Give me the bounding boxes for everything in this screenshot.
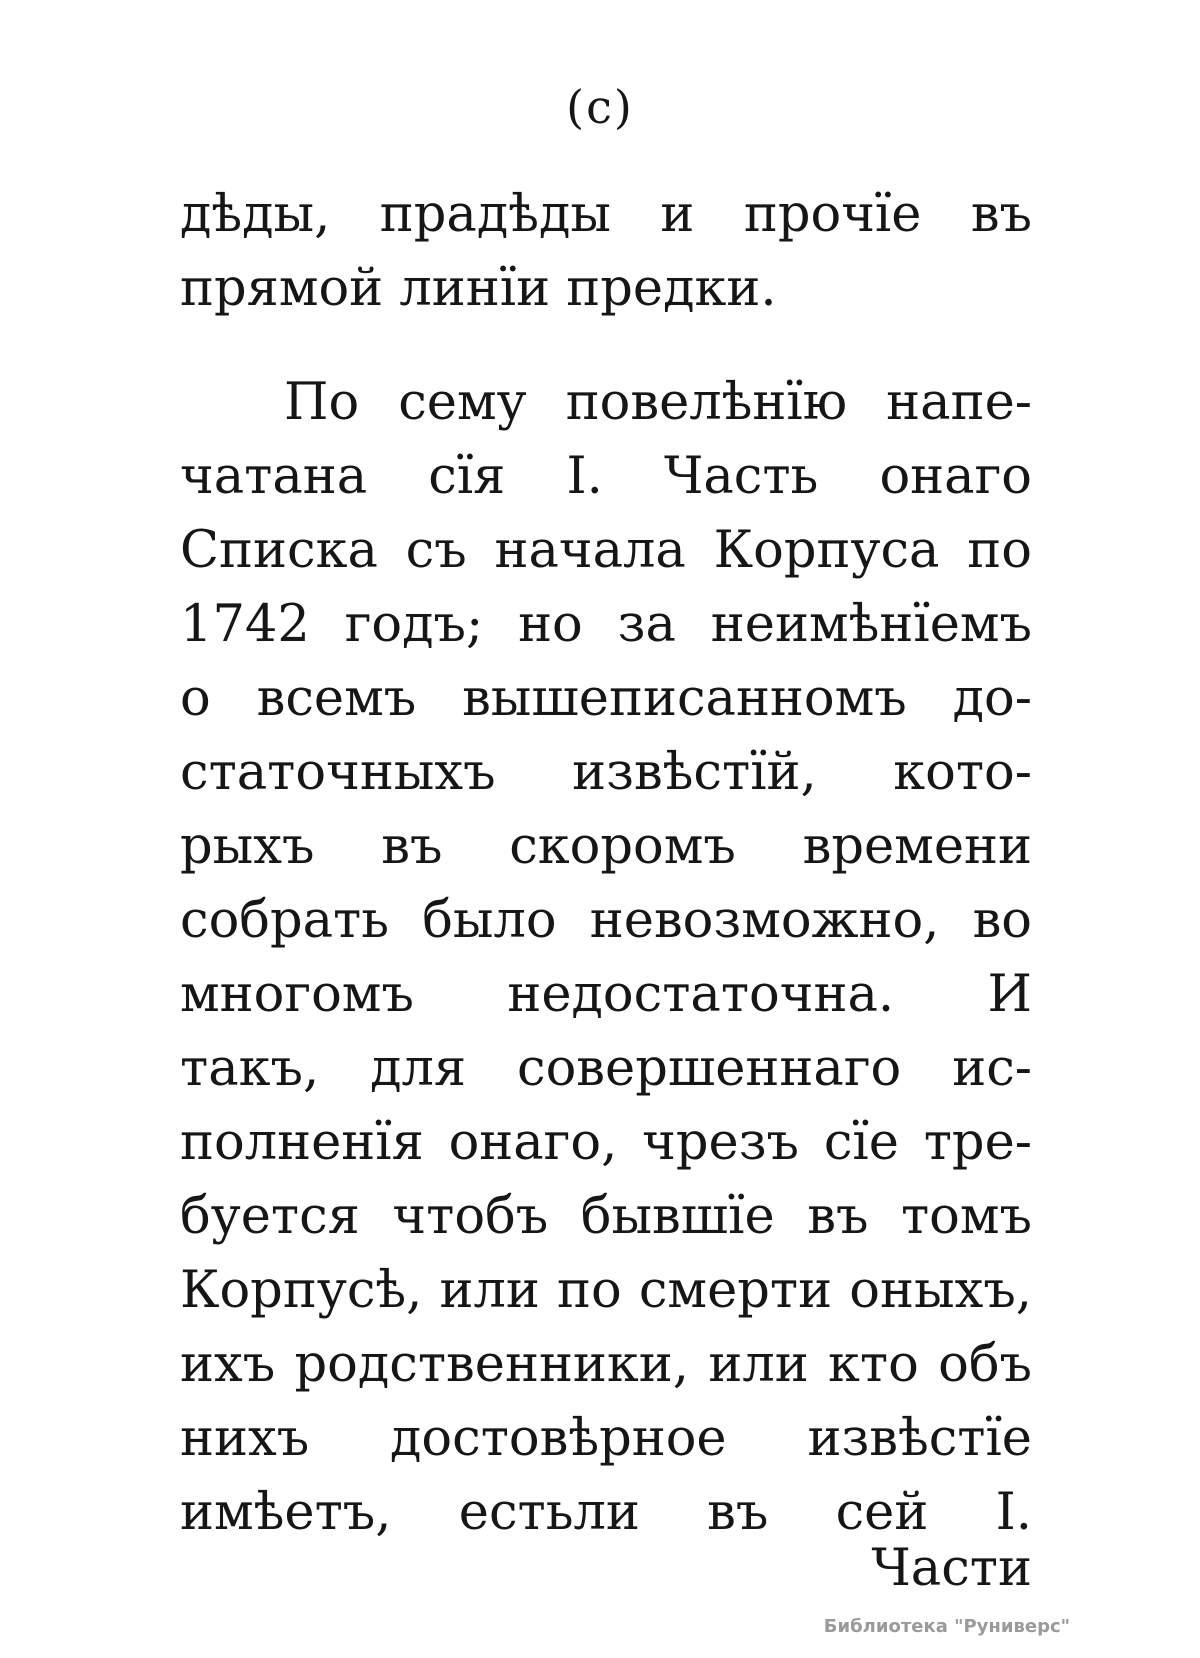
text-line: собрать было невозможно, во xyxy=(180,891,1032,950)
paragraph-main xyxy=(180,366,1032,1550)
text-line: Списка съ начала Корпуса по xyxy=(180,521,1032,580)
library-watermark: Библиотека "Руниверс" xyxy=(823,1616,1070,1637)
text-line: чатана сїя I. Часть онаго xyxy=(180,447,1032,506)
text-line: такъ, для совершеннаго ис- xyxy=(180,1039,1032,1098)
text-line: нихъ достовѣрное извѣстїе xyxy=(180,1409,1032,1468)
text-line: имѣетъ, естьли въ сей I. xyxy=(180,1483,1032,1542)
text-line: ихъ родственники, или кто объ xyxy=(180,1335,1032,1394)
text-line: По сему повелѣнїю напе- xyxy=(284,373,1032,432)
page-number-header: (c) xyxy=(566,80,634,134)
text-line: 1742 годъ; но за неимѣнїемъ xyxy=(180,595,1032,654)
text-line: прямой линїи предки. xyxy=(180,259,777,318)
text-line: буется чтобъ бывшїе въ томъ xyxy=(180,1187,1032,1246)
text-line: полненїя онаго, чрезъ сїе тре- xyxy=(180,1113,1032,1172)
text-line: дѣды, прадѣды и прочїе въ xyxy=(180,185,1032,244)
text-line: Корпусѣ, или по смерти оныхъ, xyxy=(180,1261,1032,1320)
paragraph-continuation xyxy=(180,178,1032,326)
catchword: Части xyxy=(871,1539,1032,1598)
text-line: рыхъ въ скоромъ времени xyxy=(180,817,1032,876)
text-line: статочныхъ извѣстїй, кото- xyxy=(180,743,1032,802)
text-line: многомъ недостаточна. И xyxy=(180,965,1032,1024)
text-line: о всемъ вышеписанномъ до- xyxy=(180,669,1032,728)
